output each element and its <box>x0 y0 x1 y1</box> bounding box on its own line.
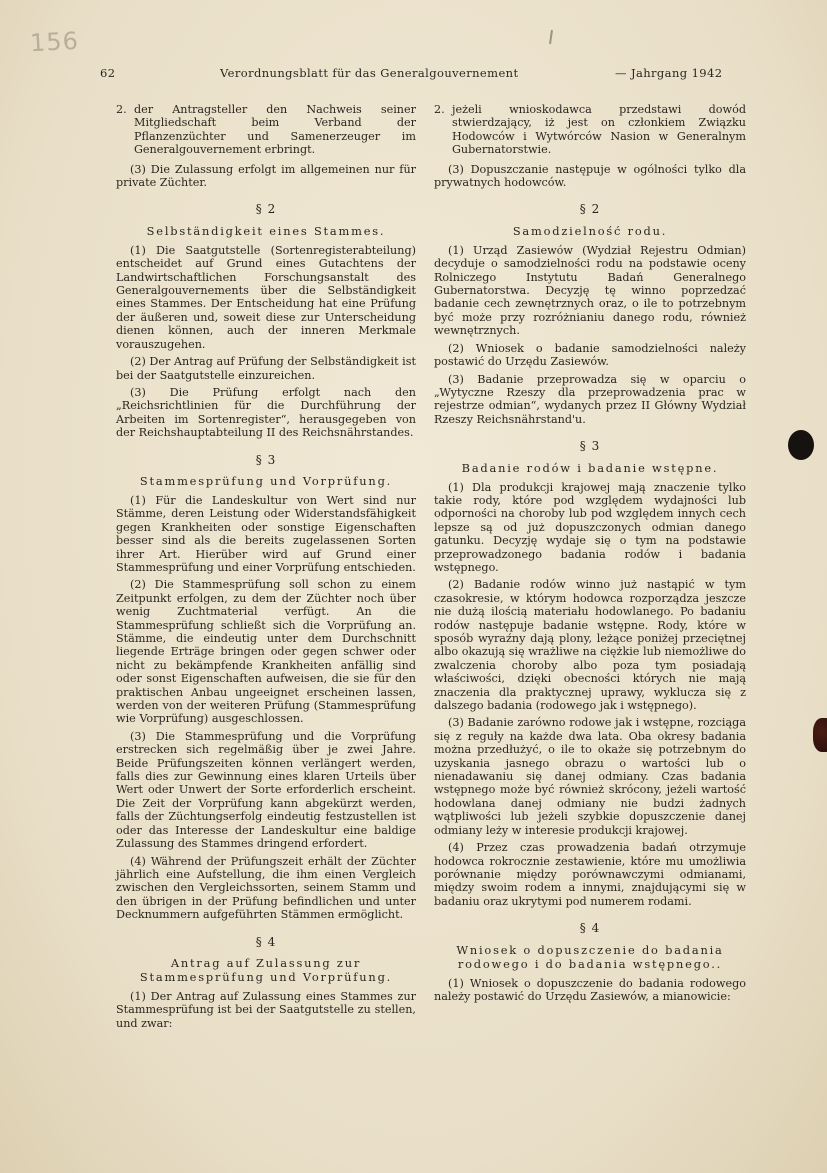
section-title: Wniosek o dopuszczenie do badania rodowego i do badania wstępnego.. <box>456 942 724 971</box>
paragraph: (1) Für die Landeskultur von Wert sind nur Stämme, deren Leistung oder Widerstandsfähigkeit gegen Krankheiten oder sonstige Eigenschaften besser sind als die bereits zugelassenen Sorten ihrer Art. Hierüber wird auf Grund einer Stammesprüfung und einer Vorprüfung entschieden. <box>116 493 416 574</box>
paragraph: (3) Die Prüfung erfolgt nach den „Reichsrichtlinien für die Durchführung der Arbeiten im Sortenregister“, herausgegeben von der Reichshauptabteilung II des Reichsnährstandes. <box>116 385 416 440</box>
ink-stain <box>813 718 827 752</box>
paragraph: (3) Die Zulassung erfolgt im allgemeinen nur für private Züchter. <box>116 162 416 190</box>
paragraph: (1) Wniosek o dopuszczenie do badania rodowego należy postawić do Urzędu Zasiewów, a mianowicie: <box>434 976 746 1003</box>
paragraph: (3) Dopuszczanie następuje w ogólności tylko dla prywatnych hodowców. <box>434 162 746 190</box>
german-column <box>116 103 416 1034</box>
page-header <box>100 66 760 84</box>
ink-blot <box>788 430 814 460</box>
section-title: Samodzielność rodu. <box>512 223 668 238</box>
section-title: Badanie rodów i badanie wstępne. <box>461 460 719 475</box>
paragraph: (1) Urząd Zasiewów (Wydział Rejestru Odmian) decyduje o samodzielności rodu na podstawie oceny Rolniczego Instytutu Badań Generalnego Gubernatorstwa. Decyzję tę winno poprzedzać badanie cech zewnętrznych oraz, o ile to potrzebnym być może przy rozróżnianiu danego rodu, również wewnętrznych. <box>434 243 746 338</box>
paragraph: (2) Die Stammesprüfung soll schon zu einem Zeitpunkt erfolgen, zu dem der Züchter noch über wenig Zuchtmaterial verfügt. An die Stammesprüfung schließt sich die Vorprüfung an. Stämme, die eindeutig unter dem Durchschnitt liegende Erträge bringen oder gegen schwer oder nicht zu bekämpfende Krankheiten anfällig sind oder sonst Eigenschaften aufweisen, die sie für den praktischen Anbau ungeeignet erscheinen lassen, werden von der weiteren Prüfung (Stammesprüfung wie Vorprüfung) ausgeschlossen. <box>116 578 416 726</box>
section-title: Stammesprüfung und Vorprüfung. <box>139 473 393 488</box>
section-heading: § 2 <box>255 202 277 217</box>
polish-column <box>434 103 746 1007</box>
paragraph: (1) Der Antrag auf Zulassung eines Stammes zur Stammesprüfung ist bei der Saatgutstelle zu stellen, und zwar: <box>116 989 416 1030</box>
paragraph: (2) Wniosek o badanie samodzielności należy postawić do Urzędu Zasiewów. <box>434 341 746 369</box>
paragraph: (2) Der Antrag auf Prüfung der Selbständigkeit ist bei der Saatgutstelle einzureichen. <box>116 355 416 382</box>
section-title: Antrag auf Zulassung zur Stammesprüfung und Vorprüfung. <box>139 955 393 984</box>
paragraph: (2) Badanie rodów winno już nastąpić w tym czasokresie, w którym hodowca rozporządza jeszcze nie dużą ilością materiału hodowlanego. Po badaniu rodów następuje badanie wstępne. Rody, które w sposób wyraźny dają plony, leżące poniżej przeciętnej albo okazują się wrażliwe na ciężkie lub niemożliwe do zwalczenia choroby albo poza tym posiadają właściwości, dzięki obecności których nie mają znaczenia dla praktycznej uprawy, wyklucza się z dalszego badania (rodowego jak i wstępnego). <box>434 578 746 713</box>
section-heading: § 2 <box>579 202 601 217</box>
paragraph: (3) Badanie zarówno rodowe jak i wstępne, rozciąga się z reguły na każde dwa lata. Oba okresy badania można przedłużyć, o ile to okaże się potrzebnym do uzyskania jasnego obrazu o wartości lub o nienadawaniu się danej odmiany. Czas badania wstępnego może być również skrócony, jeżeli wartość hodowlana danej odmiany nie budzi żadnych wątpliwości lub jeżeli szybkie dopuszczenie danej odmiany leży w interesie produkcji krajowej. <box>434 716 746 837</box>
pencil-mark <box>549 30 553 44</box>
paragraph: (3) Die Stammesprüfung und die Vorprüfung erstrecken sich regelmäßig über je zwei Jahre. Beide Prüfungszeiten können verlängert werden, falls dies zur Gewinnung eines klaren Urteils über Wert oder Unwert der Sorte erforderlich erscheint. Die Zeit der Vorprüfung kann abgekürzt werden, falls der Züchtungserfolg eindeutig festzustellen ist oder das Interesse der Landeskultur eine baldige Zulassung des Stammes dringend erfordert. <box>116 729 416 851</box>
section-heading: § 4 <box>255 934 277 949</box>
pencil-annotation: 156 <box>29 26 80 58</box>
publication-year: — Jahrgang 1942 <box>615 66 723 80</box>
section-heading: § 3 <box>255 452 277 467</box>
paragraph: (4) Przez czas prowadzenia badań otrzymuje hodowca rokrocznie zestawienie, które mu umożliwia porównanie między porównawczymi odmianami, między swoim rodem a innymi, znajdującymi się w badaniu oraz ukrytymi pod numerem rodami. <box>434 841 746 908</box>
section-title: Selbständigkeit eines Stammes. <box>146 223 386 238</box>
page-number: 62 <box>100 66 116 80</box>
paragraph: (1) Dla produkcji krajowej mają znaczenie tylko takie rody, które pod względem wydajności lub odporności na choroby lub pod względem innych cech lepsze są od już dopuszczonych odmian danego gatunku. Decyzję wydaje się o tym na podstawie przeprowadzonego badania rodów i badania wstępnego. <box>434 480 746 574</box>
paragraph: (1) Die Saatgutstelle (Sortenregisterabteilung) entscheidet auf Grund eines Gutachtens der Landwirtschaftlichen Forschungsanstalt des Generalgouvernements über die Selbständigkeit eines Stammes. Der Entscheidung hat eine Prüfung der äußeren und, soweit diese zur Unterscheidung dienen können, auch der inneren Merkmale vorauszugehen. <box>116 243 416 351</box>
section-heading: § 4 <box>579 921 601 936</box>
section-heading: § 3 <box>579 439 601 454</box>
list-item: 2. der Antragsteller den Nachweis seiner Mitgliedschaft beim Verband der Pflanzenzüchter und Samenerzeuger im Generalgouvernement erbringt. <box>116 103 416 157</box>
publication-title: Verordnungsblatt für das Generalgouvernement <box>220 66 519 80</box>
paragraph: (3) Badanie przeprowadza się w oparciu o „Wytyczne Rzeszy dla przeprowadzenia prac w rejestrze odmian“, wydanych przez II Główny Wydział Rzeszy Reichsnährstand'u. <box>434 372 746 426</box>
paragraph: (4) Während der Prüfungszeit erhält der Züchter jährlich eine Aufstellung, die ihm einen Vergleich zwischen den Vergleichssorten, seinem Stamm und den übrigen in der Prüfung befindlichen und unter Decknummern aufgeführten Stämmen ermöglicht. <box>116 854 416 922</box>
list-item: 2. jeżeli wnioskodawca przedstawi dowód stwierdzający, iż jest on członkiem Związku Hodowców i Wytwórców Nasion w Generalnym Gubernatorstwie. <box>434 103 746 157</box>
